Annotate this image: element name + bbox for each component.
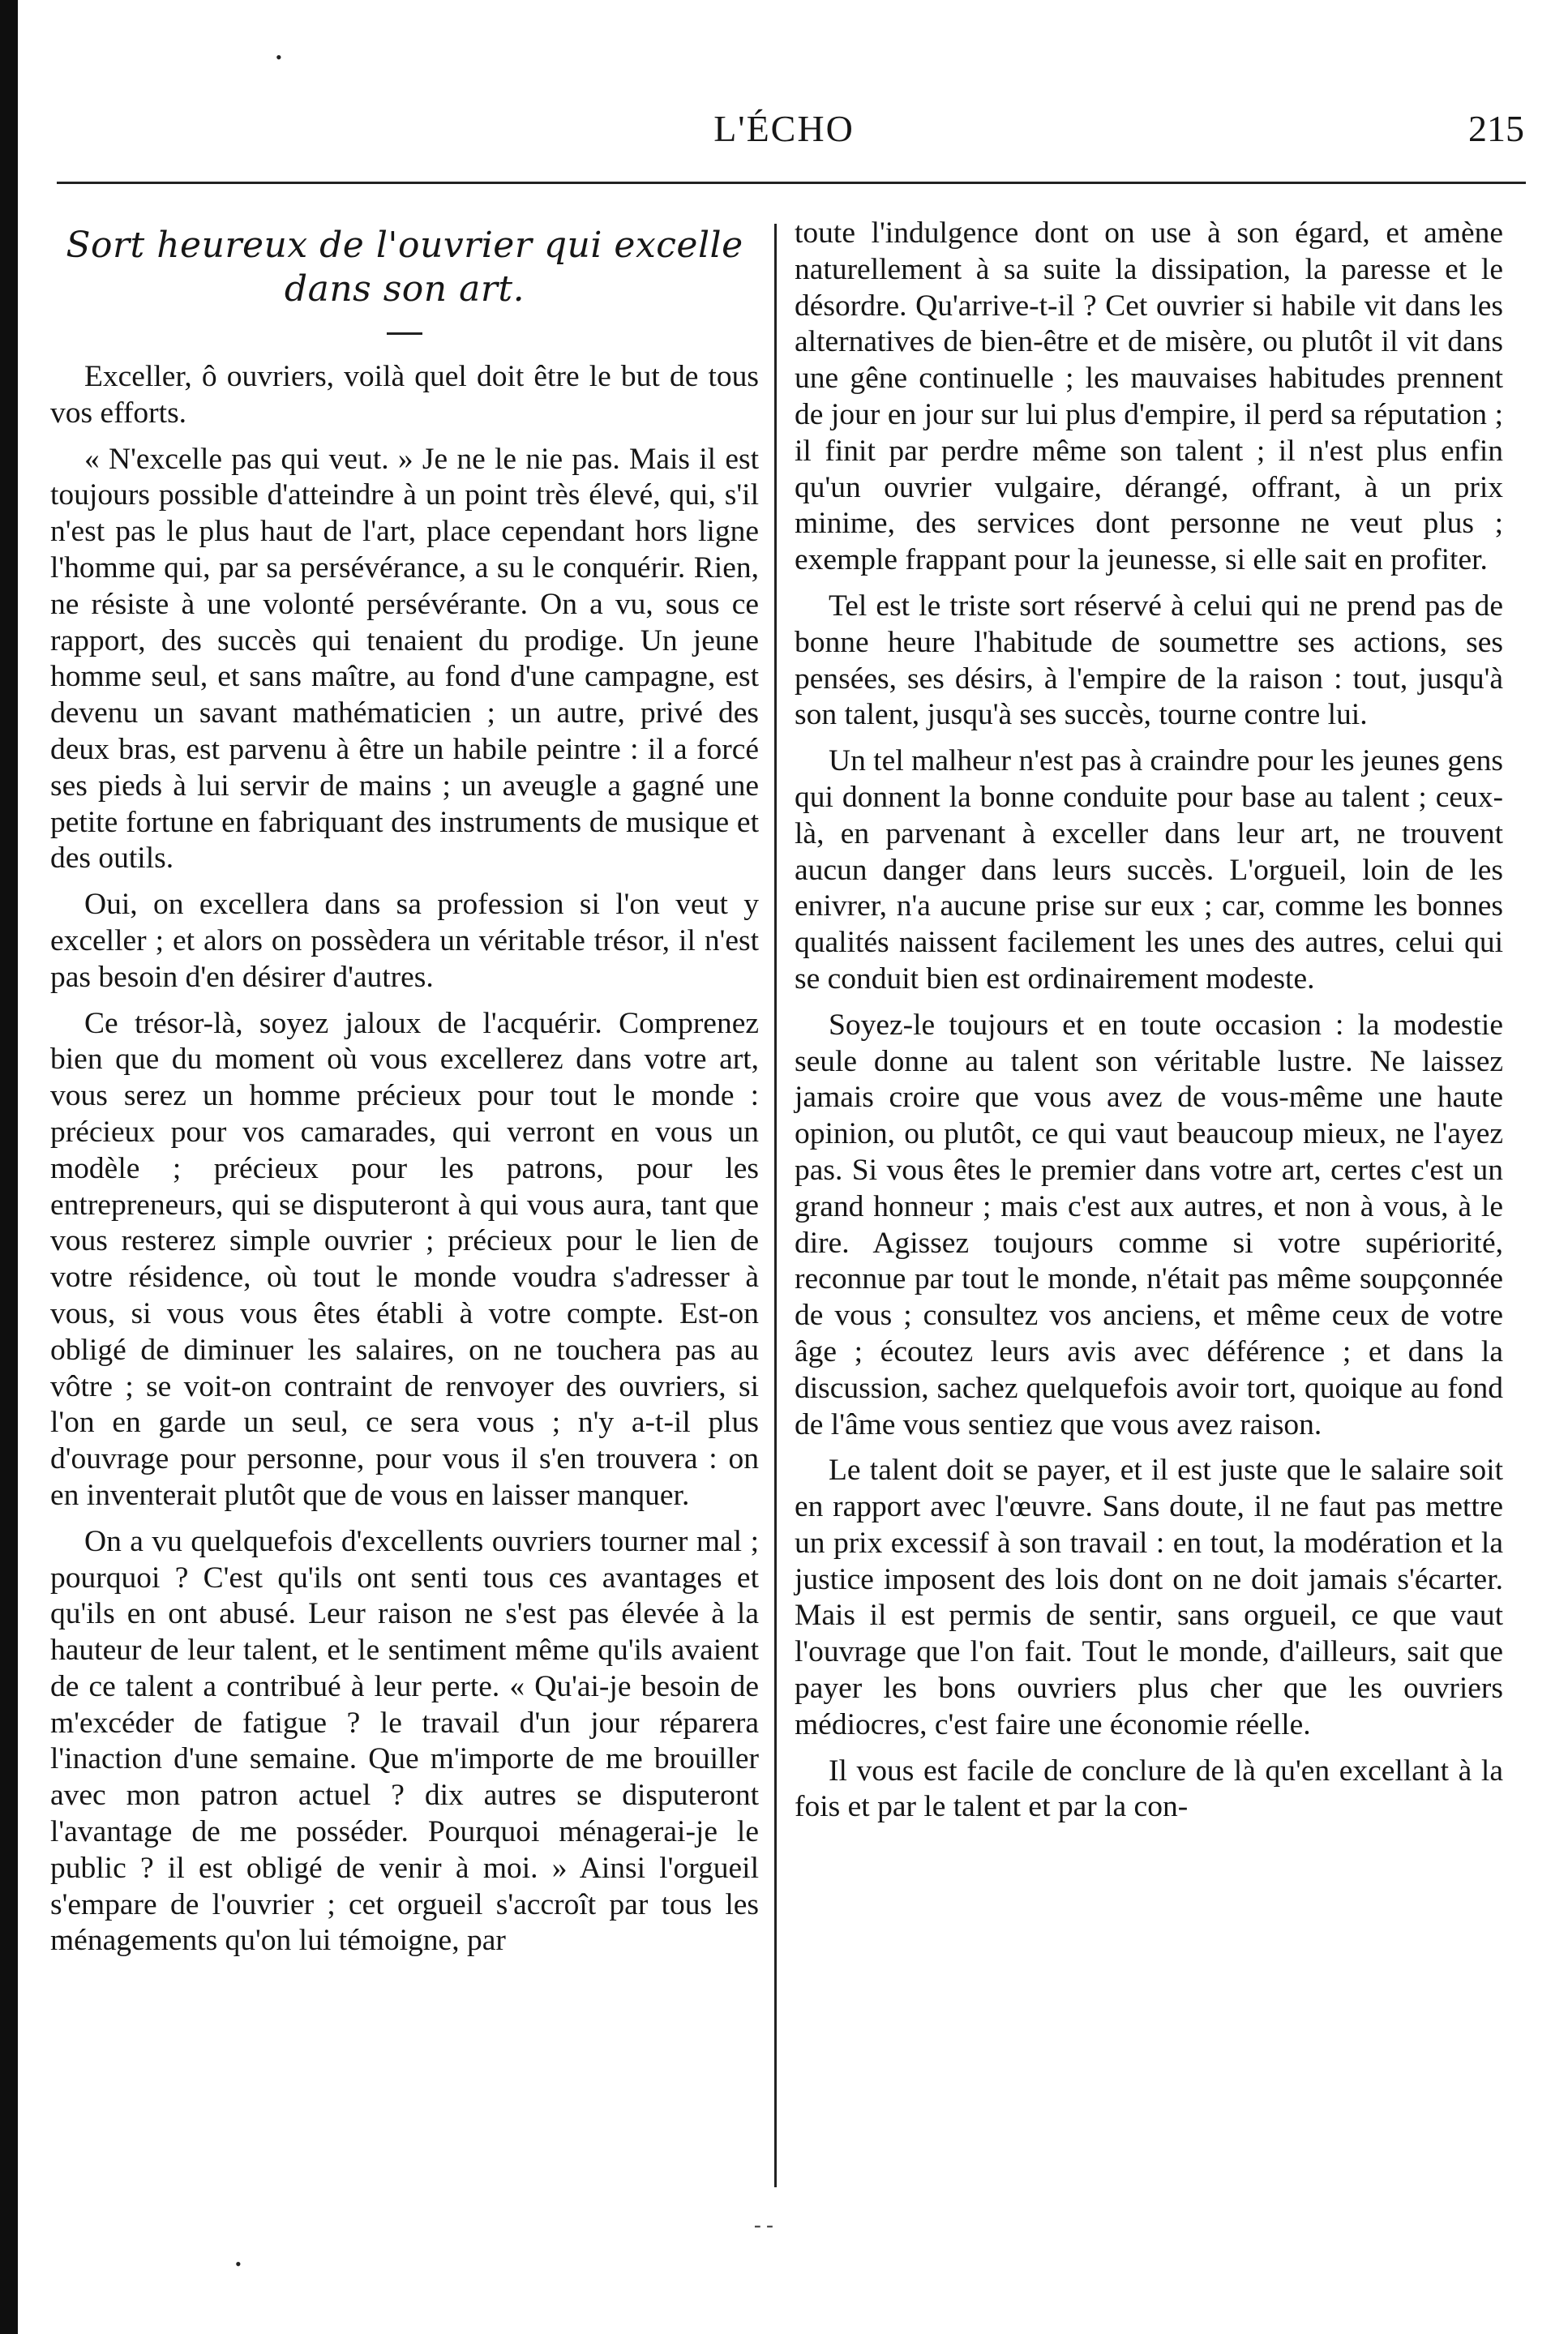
paragraph: toute l'indulgence dont on use à son égard, et amène naturellement à sa suite la dissipation, la paresse et le désordre. Qu'arrive-t-il ? Cet ouvrier si habile vit dans les alternatives de bien-être et de misère, ou plutôt il vit dans une gêne continuelle ; les mauvaises habitudes prennent de jour en jour sur lui plus d'empire, il perd sa réputation ; il finit par perdre même son talent ; il n'est plus enfin qu'un ouvrier vulgaire, dérangé, offrant, à un prix minime, des services dont personne ne veut plus ; exemple frappant pour la jeunesse, si elle sait en profiter.: [795, 216, 1503, 577]
paragraph: Tel est le triste sort réservé à celui qui ne prend pas de bonne heure l'habitude de soumettre ses actions, ses pensées, ses désirs, à l'empire de la raison : tout, jusqu'à son talent, jusqu'à ses succès, tourne contre lui.: [795, 589, 1503, 732]
paragraph: Soyez-le toujours et en toute occasion : la modestie seule donne au talent son véritable lustre. Ne laissez jamais croire que vous avez de vous-même une haute opinion, ou plutôt, ce qui vaut beaucoup mieux, ne l'ayez pas. Si vous êtes le premier dans votre art, certes c'est un grand honneur ; mais c'est aux autres, et non à vous, à le dire. Agissez toujours comme si votre supériorité, reconnue par tout le monde, n'était pas même soupçonnée de vous ; consultez vos anciens, et même ceux de votre âge ; écoutez leurs avis avec déférence ; et dans la discussion, sachez quelquefois avoir tort, quoique au fond de l'âme vous sentiez que vous avez raison.: [795, 1008, 1503, 1441]
right-column: [795, 216, 1503, 1835]
scan-mark: - -: [754, 2213, 773, 2237]
header-rule: [57, 182, 1526, 184]
scan-speck: •: [276, 47, 282, 67]
paragraph: Un tel malheur n'est pas à craindre pour les jeunes gens qui donnent la bonne conduite pour base au talent ; ceux-là, en parvenant à exceller dans leur art, ne trouvent aucun danger dans leurs succès. L'orgueil, loin de les enivrer, n'a aucune prise sur eux ; car, comme les bonnes qualités naissent facilement les unes des autres, celui qui se conduit bien est ordinairement modeste.: [795, 744, 1503, 996]
column-divider: [774, 224, 777, 2187]
paragraph: Oui, on excellera dans sa profession si l'on veut y exceller ; et alors on possèdera un véritable trésor, il n'est pas besoin d'en désirer d'autres.: [50, 888, 759, 994]
scan-speck: •: [235, 2254, 242, 2274]
paragraph: Ce trésor-là, soyez jaloux de l'acquérir. Comprenez bien que du moment où vous excellerez dans votre art, vous serez un homme précieux pour tout le monde : précieux pour vos camarades, qui verront en vous un modèle ; précieux pour les patrons, pour les entrepreneurs, qui se disputeront à qui vous aura, tant que vous resterez simple ouvrier ; précieux pour le lien de votre résidence, où tout le monde voudra s'adresser à vous, si vous vous êtes établi à votre compte. Est-on obligé de diminuer les salaires, on ne touchera pas au vôtre ; se voit-on contraint de renvoyer des ouvriers, si l'on en garde un seul, ce sera vous ; n'y a-t-il plus d'ouvrage pour personne, pour vous il s'en trouvera : on en inventerait plutôt que de vous en laisser manquer.: [50, 1006, 759, 1512]
running-head: L'ÉCHO: [713, 108, 855, 149]
left-column: [50, 216, 759, 1969]
paragraph: Exceller, ô ouvriers, voilà quel doit être le but de tous vos efforts.: [50, 360, 759, 430]
title-dash: [387, 332, 422, 335]
article-title: Sort heureux de l'ouvrier qui excelle dans son art.: [66, 225, 743, 310]
page-number: 215: [1468, 108, 1524, 149]
paragraph: Il vous est facile de conclure de là qu'en excellant à la fois et par le talent et par la con-: [795, 1754, 1503, 1824]
paragraph: On a vu quelquefois d'excellents ouvriers tourner mal ; pourquoi ? C'est qu'ils ont senti tous ces avantages et qu'ils en ont abusé. Leur raison ne s'est pas élevée à la hauteur de leur talent, et le sentiment même qu'ils avaient de ce talent a contribué à leur perte. « Qu'ai-je besoin de m'excéder de fatigue ? le travail d'un jour réparera l'inaction d'une semaine. Que m'importe de me brouiller avec mon patron actuel ? dix autres se disputeront l'avantage de me posséder. Pourquoi ménagerai-je le public ? il est obligé de venir à moi. » Ainsi l'orgueil s'empare de l'ouvrier ; cet orgueil s'accroît par tous les ménagements qu'on lui témoigne, par: [50, 1524, 759, 1958]
paragraph: Le talent doit se payer, et il est juste que le salaire soit en rapport avec l'œuvre. Sans doute, il ne faut pas mettre un prix excessif à son travail : en tout, la modération et la justice imposent des lois dont on ne doit jamais s'écarter. Mais il est permis de sentir, sans orgueil, ce que vaut l'ouvrage que l'on fait. Tout le monde, d'ailleurs, sait que payer les bons ouvriers plus cher que les ouvriers médiocres, c'est faire une économie réelle.: [795, 1454, 1503, 1741]
scan-binding-edge: [0, 0, 18, 2334]
paragraph: « N'excelle pas qui veut. » Je ne le nie pas. Mais il est toujours possible d'atteindre à un point très élevé, qui, s'il n'est pas le plus haut de l'art, place cependant hors ligne l'homme qui, par sa persévérance, a su le conquérir. Rien, ne résiste à une volonté persévérante. On a vu, sous ce rapport, des succès qui tenaient du prodige. Un jeune homme seul, et sans maître, au fond d'une campagne, est devenu un savant mathématicien ; un autre, privé des deux bras, est parvenu à être un habile peintre : il a forcé ses pieds à lui servir de mains ; un aveugle a gagné une petite fortune en fabriquant des instruments de musique et des outils.: [50, 442, 759, 876]
